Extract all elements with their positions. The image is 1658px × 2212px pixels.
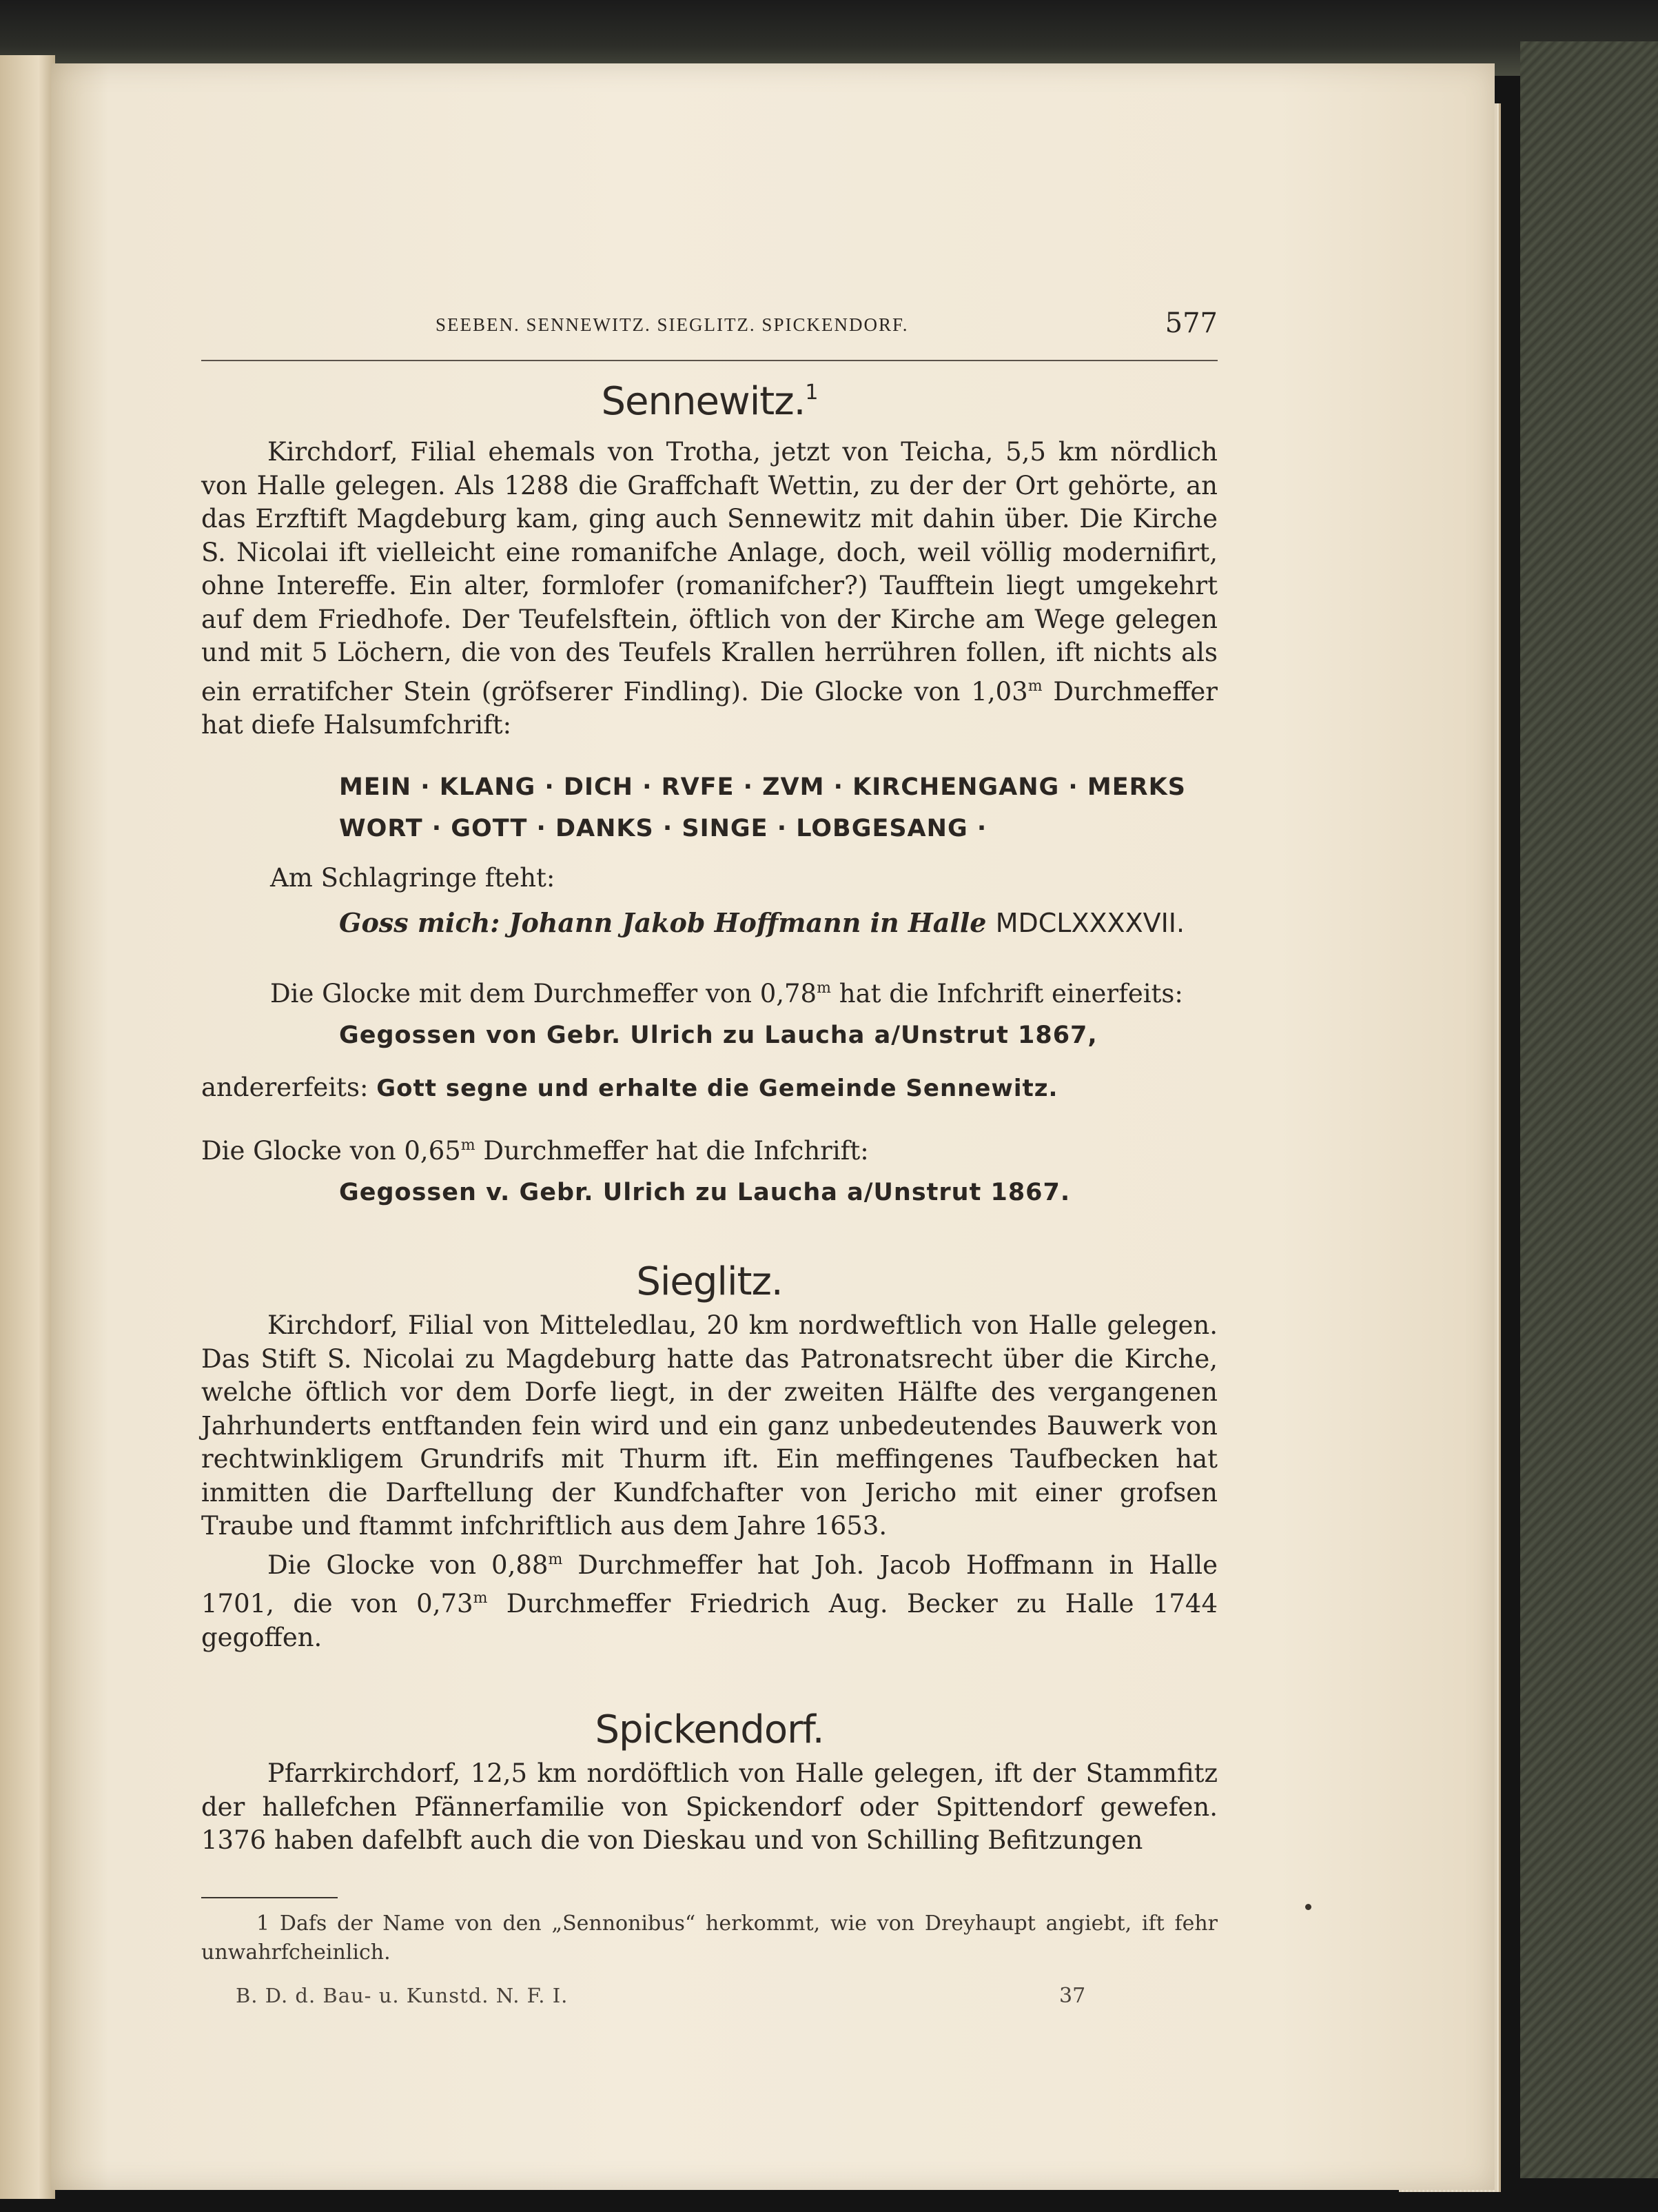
bell-other-side (201, 1071, 1058, 1106)
heading-sieglitz: Sieglitz. (636, 1259, 783, 1304)
schlagring-intro: Am Schlagringe fteht: (270, 863, 555, 893)
sieglitz-paragraph-1 (201, 1309, 1218, 1543)
bell-3-text: Die Glocke von 0,65 (201, 1136, 461, 1166)
sennewitz-paragraph-text: Kirchdorf, Filial ehemals von Trotha, jetzt von Teicha, 5,5 km nördlich von Halle gelegen. Als 1288 die Graffchaft Wettin, zu der der Ort gehörte, an das Erzftift Magdeburg kam, ging auch Sennewitz mit dahin über. Die Kirche S. Nicolai ift vielleicht eine romanifche Anlage, doch, weil völlig modernifirt, ohne Intereffe. Ein alter, formlofer (romanifcher?) Taufftein liegt umgekehrt auf dem Friedhofe. Der Teufelsftein, öftlich von der Kirche am Wege gelegen und mit 5 Löchern, die von des Teufels Krallen herrühren follen, ift nichts als ein erratifcher Stein (gröfserer Findling). Die Glocke von 1,03 (201, 437, 1218, 707)
unit-superscript: m (460, 1137, 475, 1154)
sieglitz-body (201, 1309, 1218, 1654)
previous-page-edge (0, 55, 55, 2199)
bell-inscription-1: MEIN · KLANG · DICH · RVFE · ZVM · KIRCHENGANG · MERKS WORT · GOTT · DANKS · SINGE · LOBGESANG · (339, 773, 1186, 842)
running-header (201, 298, 1218, 361)
fraktur-text: Goss mich: Johann Jakob Hoffmann in Halle (339, 907, 987, 938)
footnote-text: Dafs der Name von den „Sennonibus“ herkommt, wie von Dreyhaupt angiebt, ift fehr unwahrfcheinlich. (201, 1911, 1218, 1965)
book-binding-right (1520, 41, 1658, 2178)
footnote (201, 1909, 1218, 1967)
bell-2-text: Die Glocke mit dem Durchmeffer von 0,78 (270, 979, 817, 1008)
spickendorf-paragraph (201, 1757, 1218, 1858)
footnote-number: 1 (256, 1911, 270, 1936)
sennewitz-paragraph-tail: Durchmeffer hat diefe Halsumfchrift: (201, 676, 1218, 740)
printer-signature: B. D. d. Bau- u. Kunstd. N. F. I. (236, 1984, 569, 2007)
heading-spickendorf: Spickendorf. (595, 1707, 824, 1752)
unit-superscript: m (548, 1550, 563, 1568)
bell-3-intro (201, 1129, 869, 1168)
sieglitz-paragraph-2-mid: Durchmeffer hat Joh. Jacob Hoffmann in Halle 1701, die von 0,73 (201, 1550, 1218, 1619)
sieglitz-paragraph-1-text: Kirchdorf, Filial von Mitteledlau, 20 km nordweftlich von Halle gelegen. Das Stift S. Nicolai zu Magdeburg hatte das Patronatsrecht über die Kirche, welche öftlich vor dem Dorfe liegt, in der zweiten Hälfte des vergangenen Jahrhunderts entftanden fein wird und ein ganz unbedeutendes Bauwerk von rechtwinkligem Grundrifs mit Thurm ift. Ein meffingenes Taufbecken hat inmitten die Darftellung der Kundfchafter von Jericho mit einer grofsen Traube und ftammt infchriftlich aus dem Jahre 1653. (201, 1310, 1218, 1541)
roman-year: MDCLXXXXVII. (995, 908, 1185, 938)
unit-superscript: m (817, 980, 831, 997)
bell-2-tail: hat die Infchrift einerfeits: (830, 979, 1183, 1008)
heading-sennewitz (201, 379, 1218, 424)
spickendorf-paragraph-text: Pfarrkirchdorf, 12,5 km nordöftlich von Halle gelegen, ift der Stammfitz der hallefchen Pfännerfamilie von Spickendorf oder Spittendorf gewefen. 1376 haben dafelbft auch die von Dieskau und von Schilling Befitzungen (201, 1758, 1218, 1855)
sheet-number: 37 (1059, 1984, 1086, 2008)
page-number: 577 (1165, 307, 1218, 339)
unit-superscript: m (473, 1590, 488, 1607)
footnote-rule (201, 1897, 338, 1898)
footnote-marker: 1 (805, 380, 818, 405)
sieglitz-paragraph-2 (201, 1543, 1218, 1655)
sieglitz-paragraph-2-tail: Durchmeffer Friedrich Aug. Becker zu Halle 1744 gegoffen. (201, 1589, 1218, 1652)
sennewitz-paragraph (201, 436, 1218, 742)
book-page (51, 63, 1495, 2190)
bell-2-intro (270, 972, 1183, 1011)
sieglitz-paragraph-2-text: Die Glocke von 0,88 (267, 1550, 549, 1580)
bell-inscription-3: Gott segne und erhalte die Gemeinde Sennewitz. (376, 1075, 1058, 1102)
other-side-label: andererfeits: (201, 1073, 377, 1102)
paper-speck (1305, 1904, 1311, 1910)
heading-sennewitz-text: Sennewitz. (601, 379, 806, 424)
schlagring-inscription (339, 907, 1185, 938)
bell-inscription-4: Gegossen v. Gebr. Ulrich zu Laucha a/Unstrut 1867. (339, 1179, 1071, 1206)
unit-superscript: m (1027, 677, 1043, 695)
bell-inscription-2: Gegossen von Gebr. Ulrich zu Laucha a/Unstrut 1867, (339, 1022, 1098, 1049)
running-titles: SEEBEN. SENNEWITZ. SIEGLITZ. SPICKENDORF. (436, 314, 909, 335)
bell-3-tail: Durchmeffer hat die Infchrift: (475, 1136, 869, 1166)
